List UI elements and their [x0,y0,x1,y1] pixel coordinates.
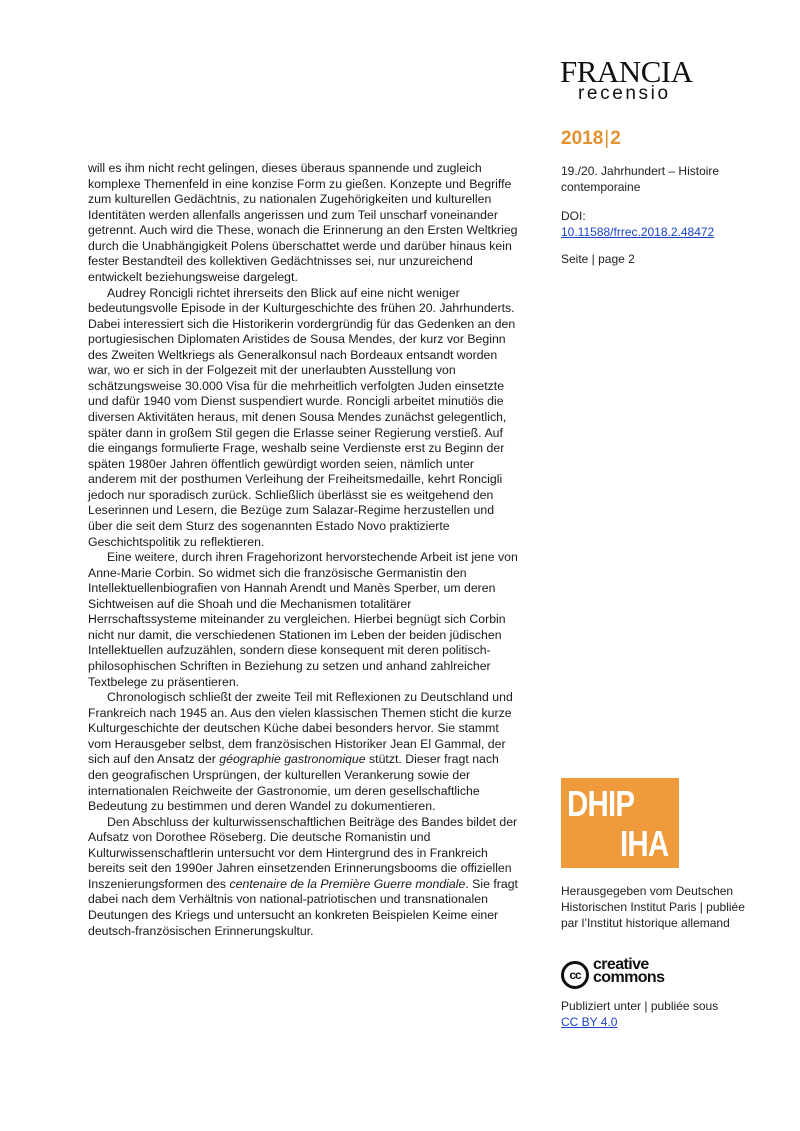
cc-word-creative: creative [593,956,649,973]
doi-block [561,208,751,240]
paragraph-5 [88,815,522,940]
publisher-text: Herausgegeben vom Deutschen Historischen Institut Paris | publiée par l’Institut historique allemand [561,884,745,930]
doi-link[interactable]: 10.11588/frrec.2018.2.48472 [561,225,715,239]
license-text: Publiziert unter | publiée sous [561,999,719,1013]
dhip-iha-logo [561,778,679,868]
dhip-logo-text: DHIP [567,783,635,824]
paragraph-1: will es ihm nicht recht gelingen, dieses überaus spannende und zugleich komplexe Themenfeld in eine konzise Form zu gießen. Konzepte und Begriffe zum kulturellen Gedächtnis, zu nationalen Zugehörigkeiten und kulturellen Identitäten werden allenfalls angerissen und zum Teil unscharf voneinander getrennt. Auch wird die These, wonach die Erinnerung an den Ersten Weltkrieg durch die Unabhängigkeit Polens überschattet werde und darüber hinaus kein fester Bestandteil des kollektiven Gedächtnisses sei, nur unzureichend entwickelt beziehungsweise dargelegt. [88,161,518,284]
paragraph-3: Eine weitere, durch ihren Fragehorizont hervorstechende Arbeit ist jene von Anne-Marie Corbin. So widmet sich die französische Germanistin den Intellektuellenbiografien von Hannah Arendt und Manès Sperber, um deren Sichtweisen auf die Shoah und die Mechanismen totalitärer Herrschaftssysteme miteinander zu vergleichen. Hierbei begnügt sich Corbin nicht nur damit, die verschiedenen Stationen im Leben der beiden jüdischen Intellektuellen aufzuzählen, sondern diese konsequent mit deren politisch-philosophischen Schriften in Beziehung zu setzen und anhand zahlreicher Textbelege zu präsentieren. [88,550,518,689]
cc-wordmark [593,958,664,984]
paragraph-5-text-b: . Sie fragt dabei nach dem Verhältnis von national-patriotischen und transnationalen Deutungen des Kriegs und untersucht an konkreten Beispielen Keime einer deutsch-französischen Erinnerungskultur. [88,876,518,938]
paragraph-2: Audrey Roncigli richtet ihrerseits den Blick auf eine nicht weniger bedeutungsvolle Episode in der Kulturgeschichte des frühen 20. Jahrhunderts. Dabei interessiert sich die Historikerin vordergründig für das Gedenken an den portugiesischen Diplomaten Aristides de Sousa Mendes, der kurz vor Beginn des Zweiten Weltkriegs als Generalkonsul nach Bordeaux entsandt worden war, wo er sich in der Folgezeit mit der unerlaubten Ausstellung von schätzungsweise 30.000 Visa für die mehrheitlich verfolgten Juden einsetzte und dafür 1940 vom Dienst suspendiert wurde. Roncigli arbeitet minutiös die diversen Aktivitäten heraus, mit denen Sousa Mendes zunächst gelegentlich, später dann in großem Stil gegen die Erlasse seiner Regierung verstieß. Auf die eingangs formulierte Frage, weshalb seine Verdienste erst zu Beginn der späten 1980er Jahren öffentlich gewürdigt worden seien, nämlich unter anderem mit der posthumen Verleihung der Freiheitsmedaille, kehrt Roncigli jedoch nur sporadisch zurück. Schließlich überlässt sie es weitgehend den Leserinnen und Lesern, die Bezüge zum Salazar-Regime herzustellen und über die seit dem Sturz des sogenannten Estado Novo praktizierte Geschichtspolitik zu reflektieren. [88,285,516,549]
paragraph-4-text-a: Chronologisch schließt der zweite Teil mit Reflexionen zu Deutschland und Frankreich nach 1945 an. Aus den vielen klassischen Themen sticht die kurze Kulturgeschichte der deutschen Küche dabei besonders hervor. Sie stammt vom Herausgeber selbst, dem französischen Historiker Jean El Gammal, der sich auf den Ansatz der [88,690,513,767]
issue-num: 2 [610,128,621,149]
doi-label: DOI: [561,209,586,223]
issue-number [561,128,621,150]
article-body [88,161,522,939]
logo-recensio: recensio [578,83,671,104]
paragraph-5-text-a: Den Abschluss der kulturwissenschaftlichen Beiträge des Bandes bildet der Aufsatz von Dorothee Röseberg. Die deutsche Romanistin und Kulturwissenschaftlerin untersucht vor dem Hintergrund des in Frankreich bereits seit den 1990er Jahren einsetzenden Erinnerungsbooms die offiziellen Inszenierungsformen des [88,814,518,891]
cc-word-commons: commons [593,969,665,986]
license-block [561,998,751,1030]
page-number: Seite | page 2 [561,252,635,266]
issue-separator: | [604,128,610,149]
paragraph-5-italic: centenaire de la Première Guerre mondiale [229,876,466,891]
license-link[interactable]: CC BY 4.0 [561,1015,618,1029]
issue-year: 2018 [561,128,604,149]
iha-logo-text: IHA [620,823,669,864]
period-label: 19./20. Jahrhundert – Histoire contemporaine [561,164,720,194]
francia-recensio-logo [560,54,720,104]
paragraph-4-text-b: stützt. Dieser fragt nach den geografischen Ursprüngen, der kulturellen Verankerung sowie der internationalen Reichweite der Gastronomie, um deren gesellschaftliche Bedeutung zu bestimmen und deren Wandel zu dokumentieren. [88,752,499,814]
cc-icon: cc [561,961,589,989]
paragraph-4-italic: géographie gastronomique [219,752,366,767]
paragraph-4 [88,690,522,815]
logo-francia: FRANCIA [560,54,693,89]
